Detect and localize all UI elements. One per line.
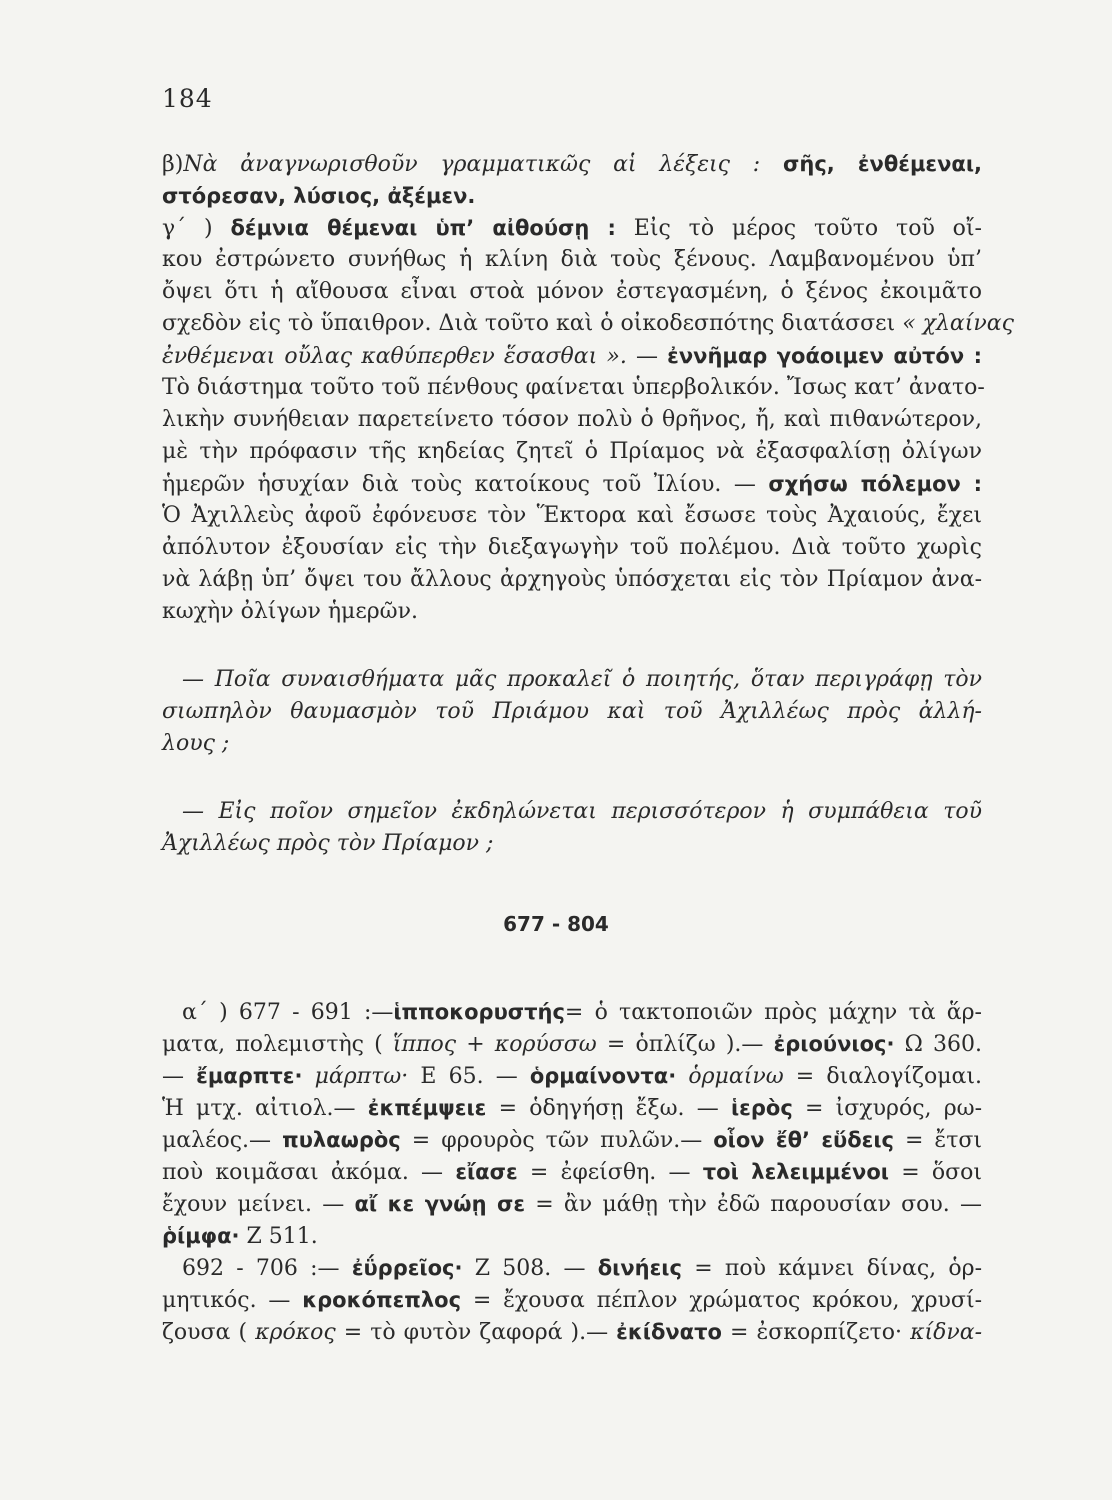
bold-term: ἱερὸς: [731, 1096, 793, 1120]
bold-term: εἴασε: [455, 1160, 518, 1184]
text-line: [162, 212, 982, 245]
text-line: [162, 1060, 982, 1093]
body-text: = ὁπλίζω ).—: [606, 1032, 764, 1057]
question-line: — Ποῖα συναισθήματα μᾶς προκαλεῖ ὁ ποιητής, ὅταν περιγράφῃ τὸν: [182, 667, 982, 692]
text-line: [162, 148, 982, 181]
text-line: [182, 996, 982, 1029]
text-line: Τὸ διάστημα τοῦτο τοῦ πένθους φαίνεται ὑπερβολικόν. Ἴσως κατ’ ἀνατο-: [162, 375, 985, 400]
bold-term: αἴ κε γνώῃ σε: [354, 1192, 526, 1216]
italic-text: Νὰ ἀναγνωρισθοῦν γραμματικῶς αἱ λέξεις :: [183, 152, 761, 177]
body-text: ματα, πολεμιστὴς (: [162, 1032, 383, 1057]
body-text: = ἔχουσα πέπλον χρώματος κρόκου, χρυσί-: [472, 1288, 983, 1313]
body-text: ποὺ κοιμᾶσαι ἀκόμα. —: [162, 1160, 444, 1185]
text-line: λικὴν συνήθειαν παρετείνετο τόσον πολὺ ὁ θρῆνος, ἤ, καὶ πιθανώτερον,: [162, 407, 982, 432]
text-line: κου ἐστρώνετο συνήθως ἡ κλίνη διὰ τοὺς ξένους. Λαμβανομένου ὑπ’: [162, 247, 982, 272]
bold-term: στόρεσαν, λύσιος, ἀξέμεν.: [162, 184, 476, 208]
question-line: λους ;: [162, 731, 230, 756]
bold-term: ἐννῆμαρ γοάοιμεν αὐτόν :: [667, 344, 982, 368]
dash: —: [162, 1064, 184, 1089]
body-text: Ἡ μτχ. αἰτιολ.—: [162, 1096, 356, 1121]
question-line: Ἀχιλλέως πρὸς τὸν Πρίαμον ;: [162, 831, 494, 856]
question-line: σιωπηλὸν θαυμασμὸν τοῦ Πριάμου καὶ τοῦ Ἀχιλλέως πρὸς ἀλλή-: [162, 699, 982, 724]
bold-term: ἐΰρρεῖος·: [351, 1256, 463, 1280]
text-line: [162, 308, 1014, 340]
body-text: ζουσα (: [162, 1320, 248, 1345]
italic-text: « χλαίνας: [902, 311, 1014, 336]
italic-text: μάρπτω·: [314, 1064, 409, 1089]
body-text: = ὅσοι: [901, 1160, 983, 1185]
text-line: [162, 1188, 982, 1221]
body-text: = ἂν μάθῃ τὴν ἐδῶ παρουσίαν σου. —: [535, 1192, 982, 1217]
text-line: [162, 1028, 982, 1061]
text-line: ἀπόλυτον ἐξουσίαν εἰς τὴν διεξαγωγὴν τοῦ πολέμου. Διὰ τοῦτο χωρὶς: [162, 535, 982, 560]
text-line: [162, 1284, 982, 1317]
bold-term: ἔμαρπτε·: [196, 1064, 303, 1088]
bold-term: ἱπποκορυστής: [393, 1000, 565, 1024]
bold-term: κροκόπεπλος: [302, 1288, 462, 1312]
text-line: [162, 1220, 982, 1253]
body-text: = ἐφείσθη. —: [529, 1160, 691, 1185]
item-marker: α΄ ) 677 - 691 :—: [182, 1000, 394, 1025]
text-line: ὄψει ὅτι ἡ αἴθουσα εἶναι στοὰ μόνον ἐστεγασμένη, ὁ ξένος ἐκοιμᾶτο: [162, 279, 982, 304]
bold-term: ἐκπέμψειε: [367, 1096, 487, 1120]
text-line: [162, 1124, 982, 1157]
italic-text: κρόκος: [255, 1320, 336, 1345]
text-line: Ὁ Ἀχιλλεὺς ἀφοῦ ἐφόνευσε τὸν Ἕκτορα καὶ ἔσωσε τοὺς Ἀχαιούς, ἔχει: [162, 503, 982, 528]
bold-term: ὁρμαίνοντα·: [529, 1064, 677, 1088]
text-line: μὲ τὴν πρόφασιν τῆς κηδείας ζητεῖ ὁ Πρίαμος νὰ ἐξασφαλίσῃ ὀλίγων: [162, 439, 982, 464]
bold-term: τοὶ λελειμμένοι: [702, 1160, 889, 1184]
text-line: [162, 468, 982, 501]
body-text: = διαλογίζομαι.: [795, 1064, 982, 1089]
body-text: σχεδὸν εἰς τὸ ὕπαιθρον. Διὰ τοῦτο καὶ ὁ οἰκοδεσπότης διατάσσει: [162, 311, 896, 336]
body-text: Ζ 508. —: [474, 1256, 586, 1281]
italic-text: ὁρμαίνω: [688, 1064, 784, 1089]
bold-term: σχήσω πόλεμον :: [768, 472, 982, 496]
body-text: = ὁδηγήσῃ ἔξω. —: [498, 1096, 719, 1121]
question-line: — Εἰς ποῖον σημεῖον ἐκδηλώνεται περισσότερον ἡ συμπάθεια τοῦ: [182, 799, 982, 824]
body-text: ἔχουν μείνει. —: [162, 1192, 345, 1217]
body-text: = φρουρὸς τῶν πυλῶν.—: [411, 1128, 703, 1153]
verse-range-heading: 677 - 804: [503, 912, 609, 936]
italic-text: κίδνα-: [910, 1320, 983, 1345]
text-line: [162, 340, 982, 373]
text-line: [162, 1156, 982, 1189]
text-line: [182, 1252, 982, 1285]
body-text: = ὁ τακτοποιῶν πρὸς μάχην τὰ ἅρ-: [564, 1000, 982, 1025]
italic-text: ἵππος + κορύσσω: [392, 1032, 597, 1057]
body-text: 692 - 706 :—: [182, 1256, 340, 1281]
text-line: νὰ λάβῃ ὑπ’ ὄψει του ἄλλους ἀρχηγοὺς ὑπόσχεται εἰς τὸν Πρίαμον ἀνα-: [162, 567, 982, 592]
text-line: [162, 1092, 982, 1125]
verse-reference: Ω 360.: [904, 1032, 982, 1057]
bold-term: ἐκίδνατο: [616, 1320, 722, 1344]
body-text: μαλέος.—: [162, 1128, 272, 1153]
item-marker: γ΄ ): [162, 216, 213, 241]
verse-reference: Ζ 511.: [246, 1224, 318, 1249]
verse-reference: Ε 65. —: [420, 1064, 518, 1089]
bold-term: οἷον ἔθ’ εὕδεις: [713, 1128, 894, 1152]
body-text: ἡμερῶν ἡσυχίαν διὰ τοὺς κατοίκους τοῦ Ἰλίου. —: [162, 472, 756, 497]
text-line: κωχὴν ὀλίγων ἡμερῶν.: [162, 599, 418, 624]
dash: —: [636, 344, 658, 369]
body-text: Εἰς τὸ μέρος τοῦτο τοῦ οἴ-: [633, 216, 982, 241]
body-text: = ποὺ κάμνει δίνας, ὁρ-: [694, 1256, 982, 1281]
italic-text: ἐνθέμεναι οὔλας καθύπερθεν ἕσασθαι ».: [162, 344, 627, 369]
item-marker: β): [162, 152, 184, 177]
text-line: [162, 180, 982, 213]
body-text: = τὸ φυτὸν ζαφορά ).—: [343, 1320, 609, 1345]
bold-term: δέμνια θέμεναι ὑπ’ αἰθούσῃ :: [230, 216, 616, 240]
body-text: = ἰσχυρός, ρω-: [805, 1096, 983, 1121]
bold-term: πυλαωρὸς: [282, 1128, 401, 1152]
text-line: [162, 1316, 982, 1349]
bold-term: ἐριούνιος·: [773, 1032, 895, 1056]
bold-term: ῥίμφα·: [162, 1224, 240, 1248]
page-number: 184: [162, 84, 213, 113]
body-text: μητικός. —: [162, 1288, 291, 1313]
bold-term: δινήεις: [597, 1256, 682, 1280]
body-text: = ἐσκορπίζετο·: [729, 1320, 903, 1345]
bold-term: σῆς, ἐνθέμεναι,: [783, 152, 983, 176]
body-text: = ἔτσι: [904, 1128, 983, 1153]
